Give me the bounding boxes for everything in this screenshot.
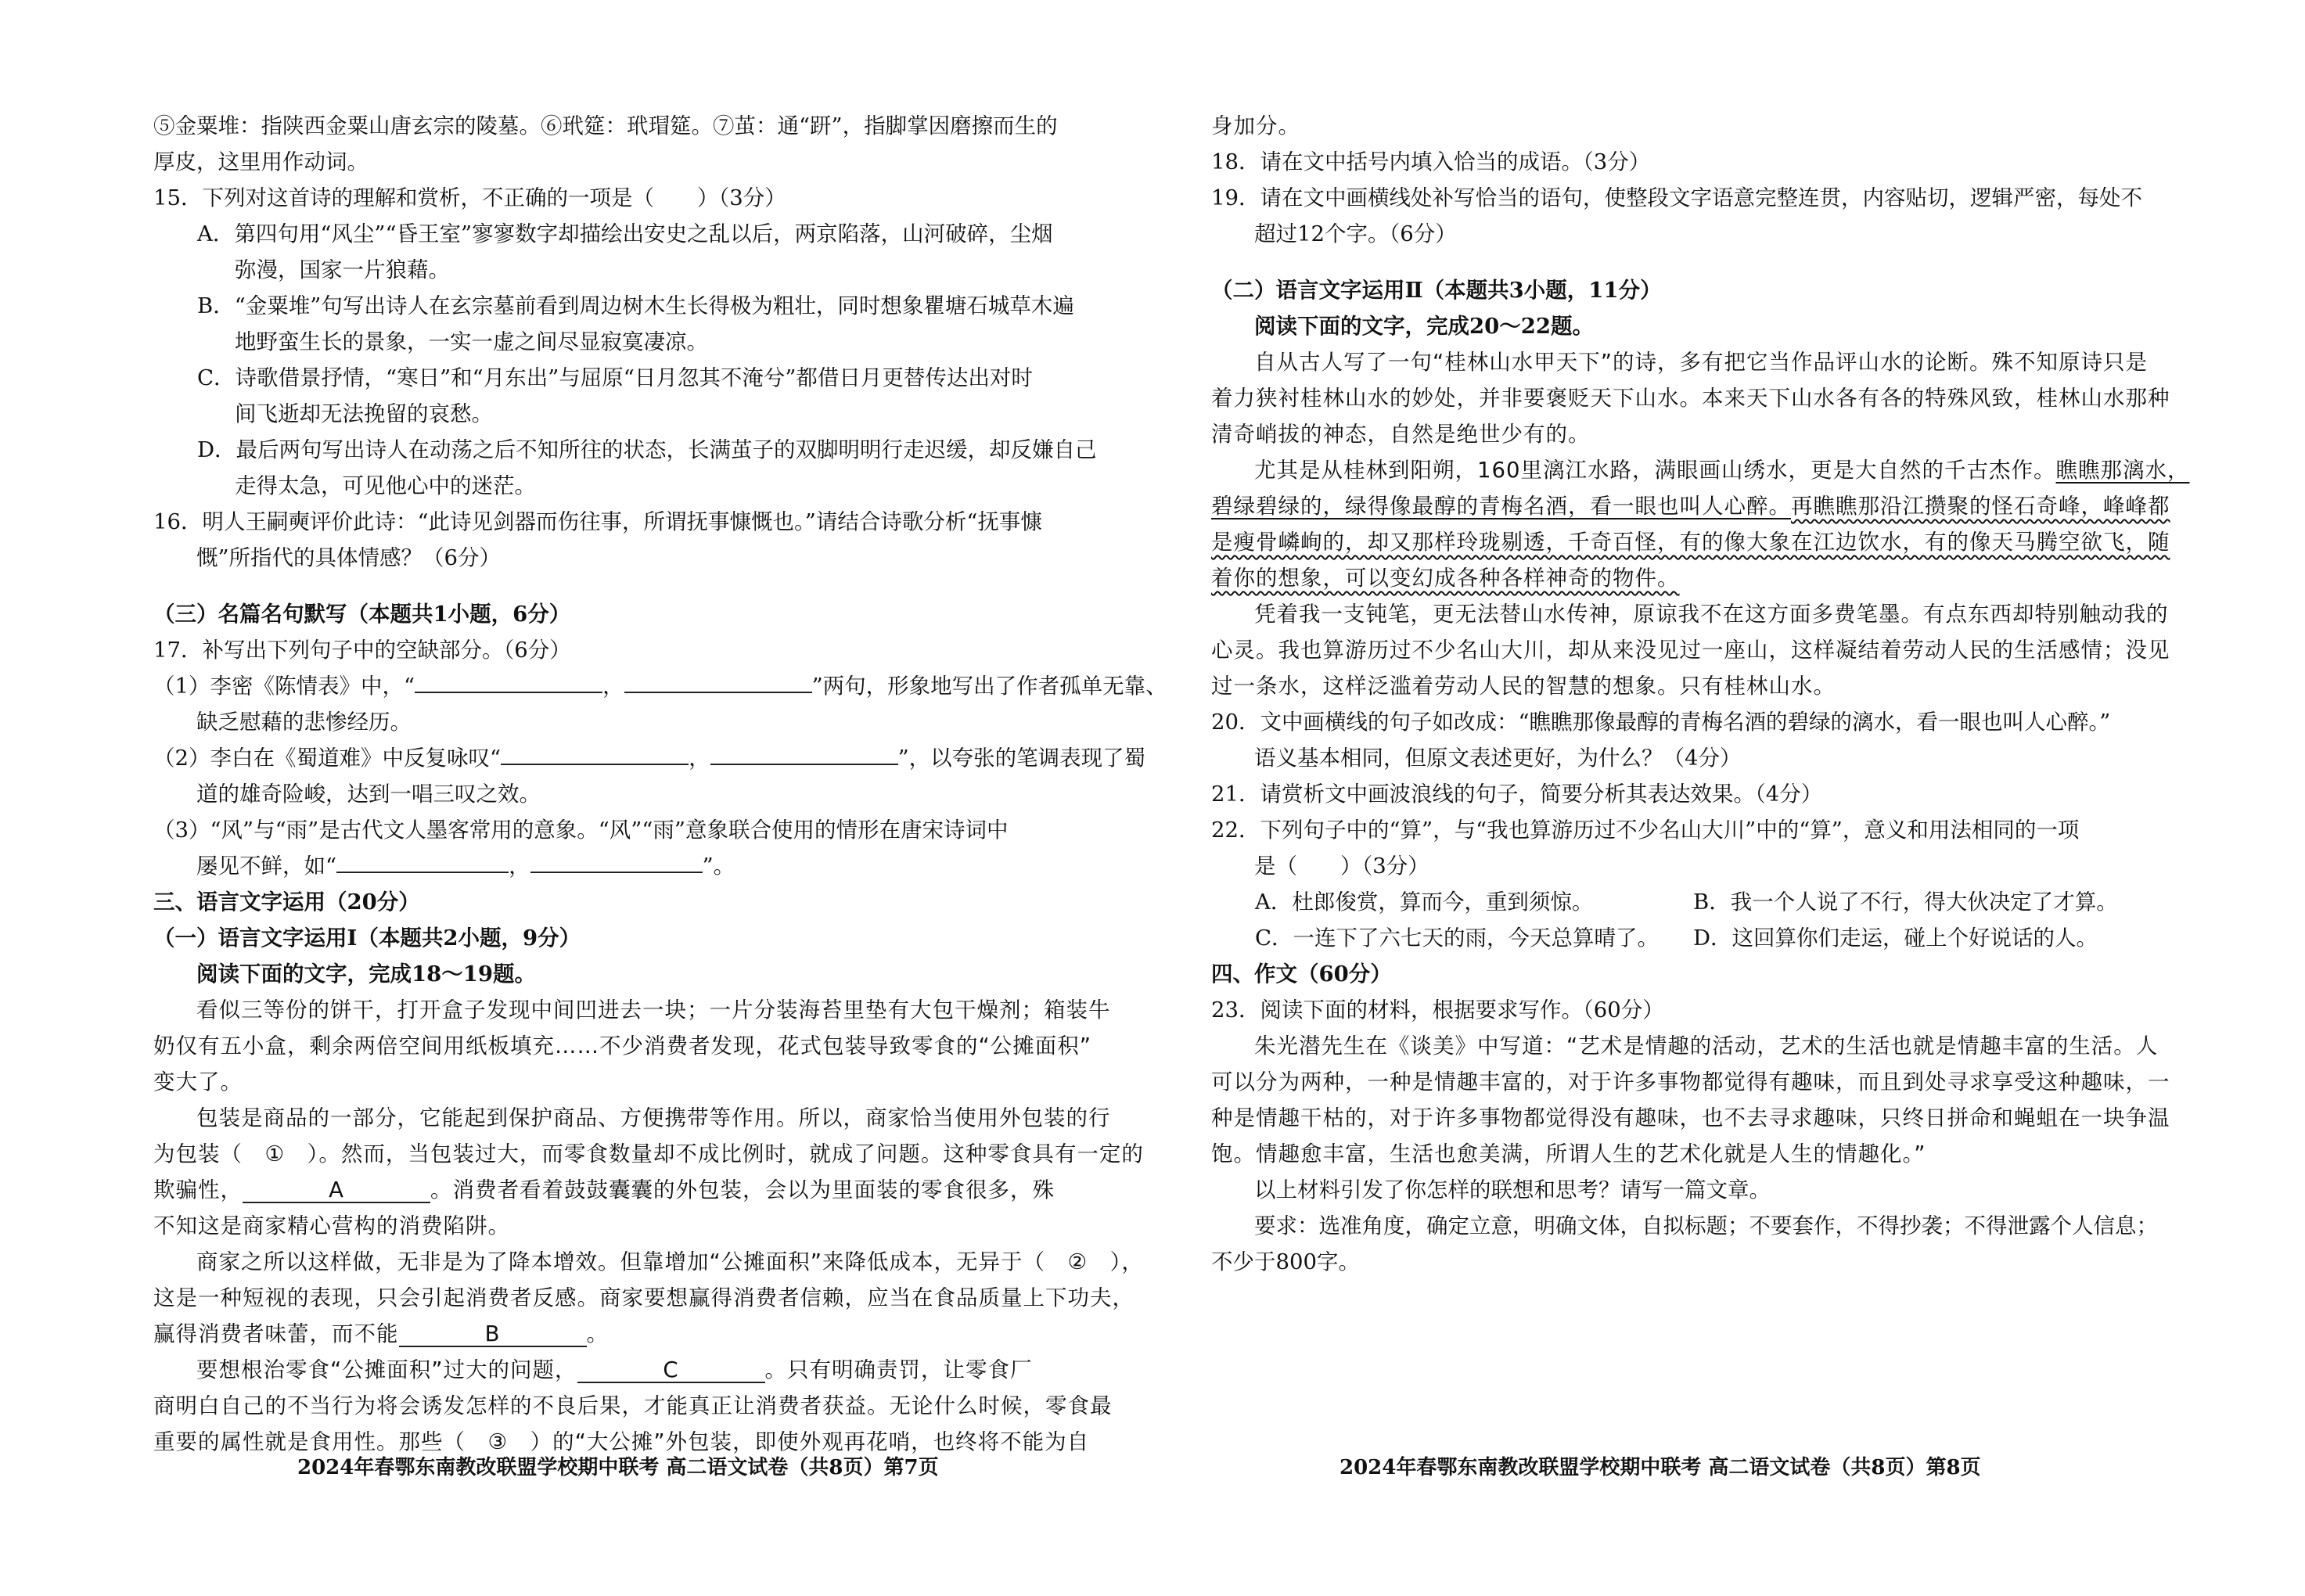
answer-blank[interactable] — [336, 872, 509, 873]
wavy-underlined-sentence: 是瘦骨嶙峋的，却又那样玲珑剔透，千奇百怪，有的像大象在江边饮水，有的像天马腾空欲飞，随 — [1211, 530, 2170, 555]
reading-instruction: 阅读下面的文字，完成18～19题。 — [196, 962, 537, 987]
option-b-cont: 地野蛮生长的景象，一实一虚之间尽显寂寞凄凉。 — [235, 329, 708, 354]
wavy-underlined-sentence: 着你的想象，可以变幻成各种各样神奇的物件。 — [1211, 566, 1680, 591]
option-b: B．我一个人说了不行，得大伙决定了才算。 — [1693, 890, 2118, 915]
passage-line: 赢得消费者味蕾，而不能 B 。 — [153, 1321, 609, 1346]
material-line: 朱光潜先生在《谈美》中写道：“艺术是情趣的活动，艺术的生活也就是情趣丰富的生活。人 — [1254, 1033, 2159, 1059]
q17-item-2: （2）李白在《蜀道难》中反复咏叹“ ， ”，以夸张的笔调表现了蜀 — [153, 746, 1146, 771]
left-column — [153, 108, 1167, 1460]
answer-blank[interactable] — [415, 692, 602, 693]
option-d-cont: 走得太急，可见他心中的迷茫。 — [235, 473, 536, 498]
page-footer-7: 2024年春鄂东南教改联盟学校期中联考 高二语文试卷（共8页）第7页 — [297, 1456, 939, 1479]
underlined-sentence: 瞧瞧那漓水， — [2055, 458, 2190, 483]
passage-line: 重要的属性就是食用性。那些（ ③ ）的“大公摊”外包装，即使外观再花哨，也终将不能为自 — [153, 1429, 1090, 1454]
blank-a[interactable]: A — [243, 1178, 430, 1203]
question-15: 15．下列对这首诗的理解和赏析，不正确的一项是（ ）（3分） — [153, 185, 786, 210]
material-line: 饱。情趣愈丰富，生活也愈美满，所谓人生的艺术化就是人生的情趣化。” — [1211, 1141, 1926, 1166]
answer-blank[interactable] — [530, 872, 703, 873]
blank-c[interactable]: C — [577, 1358, 765, 1383]
passage-line: 要想根治零食“公摊面积”过大的问题， C 。只有明确责罚，让零食厂 — [196, 1357, 1033, 1382]
q17-item-1: （1）李密《陈情表》中，“ ， ”两句，形象地写出了作者孤单无靠、 — [153, 674, 1167, 699]
passage-line: 为包装（ ① ）。然而，当包装过大，而零食数量却不成比例时，就成了问题。这种零食具有一定的 — [153, 1141, 1144, 1166]
part-title: 四、作文（60分） — [1211, 962, 1392, 987]
passage-line: 心灵。我也算游历过不少名山大川，却从来没见过一座山，这样凝结着劳动人民的生活感情；没见 — [1211, 638, 2170, 663]
option-a: A．杜郎俊赏，算而今，重到须惊。 — [1255, 890, 1594, 915]
note-line: ⑤金粟堆：指陕西金粟山唐玄宗的陵墓。⑥玳筵：玳瑁筵。⑦茧：通“趼”，指脚掌因磨擦而生的 — [153, 113, 1058, 138]
option-c: C．诗歌借景抒情，“寒日”和“月东出”与屈原“日月忽其不淹兮”都借日月更替传达出对时 — [197, 365, 1033, 390]
question-16-cont: 慨”所指代的具体情感？（6分） — [196, 545, 502, 570]
option-a-cont: 弥漫，国家一片狼藉。 — [235, 257, 450, 282]
passage-line: 欺骗性， A 。消费者看着鼓鼓囊囊的外包装，会以为里面装的零食很多，殊 — [153, 1177, 1055, 1202]
question-17: 17．补写出下列句子中的空缺部分。（6分） — [153, 638, 571, 663]
option-d: D．最后两句写出诗人在动荡之后不知所往的状态，长满茧子的双脚明明行走迟缓，却反嫌自己 — [197, 437, 1097, 462]
options-row — [1211, 920, 2189, 956]
options-row — [1211, 884, 2189, 920]
passage-line — [1211, 488, 2189, 524]
writing-requirements: 要求：选准角度，确定立意，明确文体，自拟标题；不要套作，不得抄袭；不得泄露个人信息； — [1254, 1213, 2158, 1238]
passage-line — [1211, 524, 2189, 560]
passage-line: 变大了。 — [153, 1069, 243, 1095]
question-18: 18．请在文中括号内填入恰当的成语。（3分） — [1211, 149, 1651, 174]
q17-item-1-cont: 缺乏慰藉的悲惨经历。 — [196, 710, 412, 735]
note-line: 厚皮，这里用作动词。 — [153, 149, 369, 174]
answer-blank[interactable] — [710, 764, 898, 765]
passage-line: 这是一种短视的表现，只会引起消费者反感。商家要想赢得消费者信赖，应当在食品质量上下功夫， — [153, 1285, 1135, 1310]
option-c: C．一连下了六七天的雨，今天总算晴了。 — [1255, 926, 1660, 951]
question-16: 16．明人王嗣奭评价此诗：“此诗见剑器而伤往事，所谓抚事慷慨也。”请结合诗歌分析“抚事慷 — [153, 509, 1042, 534]
option-c-cont: 间飞逝却无法挽留的哀愁。 — [235, 401, 493, 426]
subsection-title: （一）语言文字运用Ⅰ（本题共2小题，9分） — [153, 926, 581, 951]
passage-line: 商家之所以这样做，无非是为了降本增效。但靠增加“公摊面积”来降低成本，无异于（ ② ）， — [196, 1249, 1144, 1274]
material-line: 可以分为两种，一种是情趣丰富的，对于许多事物都觉得有趣味，而且到处寻求享受这种趣味，一 — [1211, 1069, 2170, 1095]
question-21: 21．请赏析文中画波浪线的句子，简要分析其表达效果。（4分） — [1211, 782, 1823, 807]
passage-line: 清奇峭拔的神态，自然是绝世少有的。 — [1211, 422, 1591, 447]
writing-requirements-cont: 不少于800字。 — [1211, 1249, 1360, 1274]
question-19: 19．请在文中画横线处补写恰当的语句，使整段文字语意完整连贯，内容贴切，逻辑严密，每处不 — [1211, 185, 2142, 210]
passage-line: 过一条水，这样泛滥着劳动人民的智慧的想象。只有桂林山水。 — [1211, 674, 1836, 699]
passage-line: 不知这是商家精心营构的消费陷阱。 — [153, 1213, 510, 1238]
reading-instruction: 阅读下面的文字，完成20～22题。 — [1254, 314, 1595, 339]
passage-line: 奶仅有五小盒，剩余两倍空间用纸板填充……不少消费者发现，花式包装导致零食的“公摊面积” — [153, 1033, 1091, 1059]
q17-item-2-cont: 道的雄奇险峻，达到一唱三叹之效。 — [196, 782, 541, 807]
passage-line: 商明白自己的不当行为将会诱发怎样的不良后果，才能真正让消费者获益。无论什么时候，零食最 — [153, 1393, 1113, 1418]
right-column — [1211, 108, 2189, 1280]
page-footer-8: 2024年春鄂东南教改联盟学校期中联考 高二语文试卷（共8页）第8页 — [1339, 1456, 1981, 1479]
option-d: D．这回算你们走运，碰上个好说话的人。 — [1693, 926, 2098, 951]
passage-line: 着力狭衬桂林山水的妙处，并非要褒贬天下山水。本来天下山水各有各的特殊风致，桂林山水那种 — [1211, 386, 2170, 411]
subsection-title: （二）语言文字运用Ⅱ（本题共3小题，11分） — [1211, 278, 1662, 303]
passage-line: 尤其是从桂林到阳朔，160里漓江水路，满眼画山绣水，更是大自然的千古杰作。瞧瞧那漓水， — [1254, 458, 2190, 483]
passage-line: 自从古人写了一句“桂林山水甲天下”的诗，多有把它当作品评山水的论断。殊不知原诗只是 — [1254, 350, 2148, 375]
question-20: 20．文中画横线的句子如改成：“瞧瞧那像最醇的青梅名酒的碧绿的漓水，看一眼也叫人心醉。” — [1211, 710, 2111, 735]
passage-line: 包装是商品的一部分，它能起到保护商品、方便携带等作用。所以，商家恰当使用外包装的行 — [196, 1105, 1111, 1130]
question-22: 22．下列句子中的“算”，与“我也算游历过不少名山大川”中的“算”，意义和用法相同的一项 — [1211, 818, 2080, 843]
answer-blank[interactable] — [501, 764, 689, 765]
option-a: A．第四句用“风尘”“昏王室”寥寥数字却描绘出安史之乱以后，两京陷落，山河破碎，尘烟 — [197, 221, 1053, 246]
passage-line: 凭着我一支钝笔，更无法替山水传神，原谅我不在这方面多费笔墨。有点东西却特别触动我的 — [1254, 602, 2169, 627]
wavy-underlined-sentence: 再瞧瞧那沿江攒聚的怪石奇峰，峰峰都 — [1791, 494, 2170, 519]
option-b: B．“金粟堆”句写出诗人在玄宗墓前看到周边树木生长得极为粗壮，同时想象瞿塘石城草木遍 — [197, 293, 1074, 318]
underlined-sentence: 碧绿碧绿的，绿得像最醇的青梅名酒，看一眼也叫人心醉。 — [1211, 494, 1791, 519]
material-line: 种是情趣干枯的，对于许多事物都觉得没有趣味，也不去寻求趣味，只终日拼命和蝇蛆在一块争温 — [1211, 1105, 2170, 1130]
writing-prompt: 以上材料引发了你怎样的联想和思考？请写一篇文章。 — [1254, 1177, 1771, 1202]
passage-line: 看似三等份的饼干，打开盒子发现中间凹进去一块；一片分装海苔里垫有大包干燥剂；箱装牛 — [196, 998, 1111, 1023]
q17-item-3: （3）“风”与“雨”是古代文人墨客常用的意象。“风”“雨”意象联合使用的情形在唐宋诗词中 — [153, 818, 1009, 843]
section-title: （三）名篇名句默写（本题共1小题，6分） — [153, 602, 571, 627]
question-20-cont: 语义基本相同，但原文表述更好，为什么？（4分） — [1254, 746, 1742, 771]
part-title: 三、语言文字运用（20分） — [153, 890, 420, 915]
blank-b[interactable]: B — [399, 1322, 587, 1347]
question-23: 23．阅读下面的材料，根据要求写作。（60分） — [1211, 998, 1664, 1023]
question-19-cont: 超过12个字。（6分） — [1254, 221, 1457, 246]
q17-item-3-cont: 屡见不鲜，如“ ， ”。 — [196, 854, 735, 879]
passage-line: 身加分。 — [1211, 113, 1300, 138]
question-22-cont: 是（ ）（3分） — [1254, 854, 1429, 879]
passage-line — [1211, 560, 2189, 596]
answer-blank[interactable] — [624, 692, 812, 693]
